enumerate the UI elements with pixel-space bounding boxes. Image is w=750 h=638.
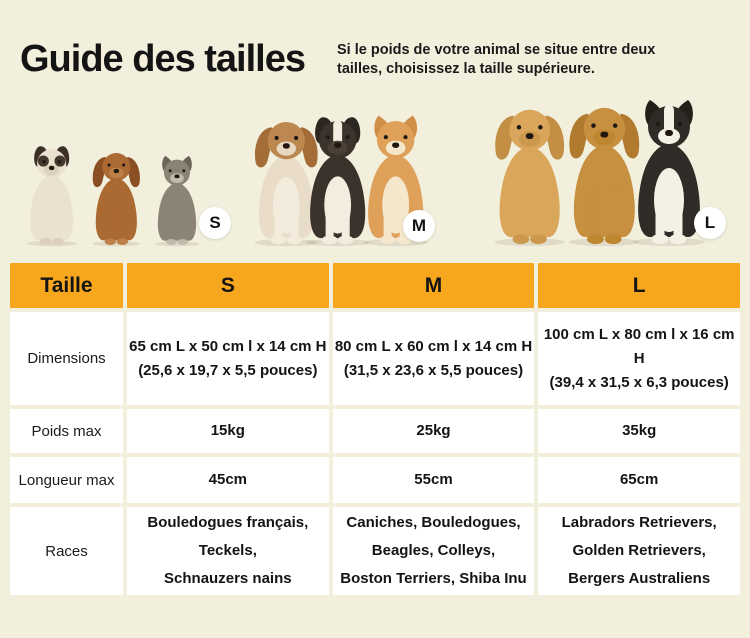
table-cell-longueur-max-s <box>127 457 329 503</box>
subtitle-line-1: Si le poids de votre animal se situe entre deux <box>337 42 656 58</box>
row-label-poids-max <box>10 409 123 453</box>
table-cell-races-s <box>127 507 329 595</box>
row-label-text: Poids max <box>31 422 102 440</box>
size-badge-m: M <box>403 210 435 242</box>
table-cell-line: 35kg <box>622 422 657 439</box>
table-cell-line: Bergers Australiens <box>568 570 711 587</box>
table-cell-line: 25kg <box>416 422 451 439</box>
table-cell-dimensions-s <box>127 312 329 405</box>
table-cell-line: 65cm <box>619 471 659 488</box>
table-cell-line: (39,4 x 31,5 x 6,3 pouces) <box>549 373 729 391</box>
subtitle-line-2: tailles, choisissez la taille supérieure. <box>337 61 595 77</box>
row-label-dimensions <box>10 312 123 405</box>
table-cell-line: 65 cm L x 50 cm l x 14 cm H <box>129 337 327 355</box>
table-cell-poids-max-m <box>333 409 535 453</box>
table-cell-line: 80 cm L x 60 cm l x 14 cm H <box>334 337 533 355</box>
size-table <box>10 263 740 595</box>
row-label-text: Dimensions <box>27 350 106 367</box>
table-cell-dimensions-m <box>333 312 535 405</box>
row-label-text: Longueur max <box>18 471 115 489</box>
table-cell-line: Bouledogues français, <box>147 514 309 531</box>
table-cell-line: 100 cm L x 80 cm l x 16 cm H <box>543 325 735 367</box>
table-cell-line: Labradors Retrievers, <box>561 514 717 531</box>
table-cell-poids-max-l <box>538 409 740 453</box>
table-cell-line: (25,6 x 19,7 x 5,5 pouces) <box>138 361 318 379</box>
table-cell-line: Schnauzers nains <box>164 570 292 587</box>
size-badge-s: S <box>199 207 231 239</box>
table-cell-line: Caniches, Bouledogues, <box>346 514 521 531</box>
table-header-taille: Taille <box>10 263 123 308</box>
size-badge-l: L <box>694 207 726 239</box>
dog-miniature-schnauzer <box>146 154 208 252</box>
table-header-s: S <box>127 263 329 308</box>
table-cell-line: Teckels, <box>198 542 257 559</box>
dogs-photo-band <box>0 0 750 260</box>
table-cell-longueur-max-l <box>538 457 740 503</box>
table-cell-line: 55cm <box>414 471 453 488</box>
table-header-m: M <box>333 263 535 308</box>
table-cell-longueur-max-m <box>333 457 535 503</box>
table-cell-line: Golden Retrievers, <box>572 542 706 559</box>
dog-french-bulldog <box>17 143 86 252</box>
dog-dachshund <box>83 147 150 252</box>
table-cell-line: 15kg <box>210 422 245 439</box>
row-label-text: Races <box>45 542 88 560</box>
row-label-longueur-max <box>10 457 123 503</box>
table-cell-line: Boston Terriers, Shiba Inu <box>340 570 527 587</box>
table-cell-races-l <box>538 507 740 595</box>
table-header-l: L <box>538 263 740 308</box>
table-cell-line: Beagles, Colleys, <box>371 542 496 559</box>
row-label-races <box>10 507 123 595</box>
table-cell-line: 45cm <box>208 471 248 488</box>
page-title: Guide des tailles <box>20 38 305 80</box>
table-cell-poids-max-s <box>127 409 329 453</box>
table-cell-line: (31,5 x 23,6 x 5,5 pouces) <box>343 361 524 379</box>
table-cell-dimensions-l <box>538 312 740 405</box>
table-cell-races-m <box>333 507 535 595</box>
